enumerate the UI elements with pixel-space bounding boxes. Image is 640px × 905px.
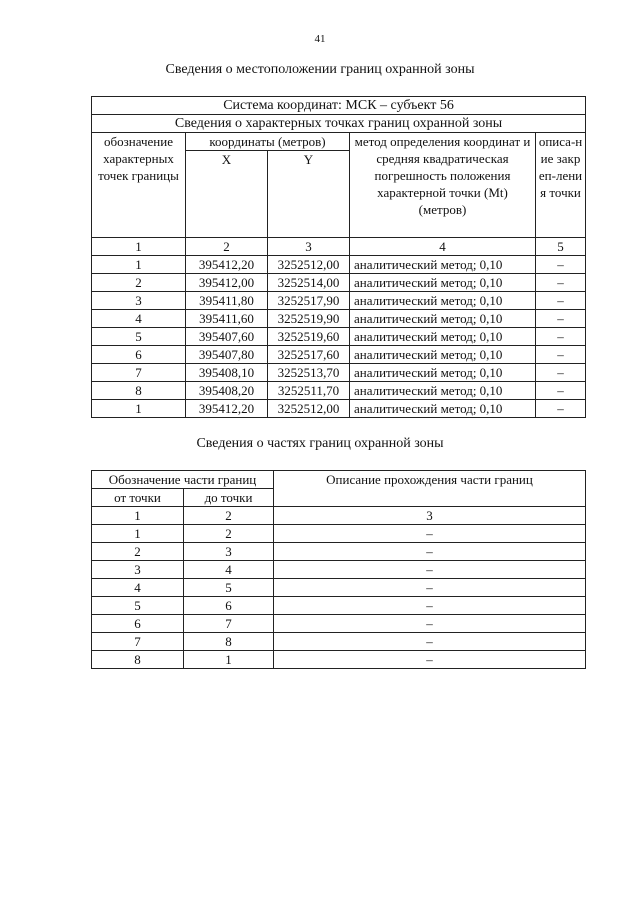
to-point-cell: 8 [184, 633, 274, 651]
table-row [92, 597, 586, 615]
table-row [92, 561, 586, 579]
y-coordinate-cell: 3252513,70 [268, 364, 350, 382]
y-coordinate-cell: 3252517,90 [268, 292, 350, 310]
point-id-cell: 5 [92, 328, 186, 346]
from-point-cell: 4 [92, 579, 184, 597]
y-coordinate-cell: 3252519,90 [268, 310, 350, 328]
from-point-header: от точки [92, 489, 184, 507]
to-point-cell: 2 [184, 525, 274, 543]
table-row [92, 328, 586, 346]
table-row [92, 579, 586, 597]
to-point-cell: 5 [184, 579, 274, 597]
from-point-cell: 3 [92, 561, 184, 579]
column-number: 2 [184, 507, 274, 525]
column-numbers-row [92, 238, 586, 256]
from-point-cell: 5 [92, 597, 184, 615]
y-coordinate-cell: 3252512,00 [268, 400, 350, 418]
description-cell: – [536, 400, 586, 418]
description-cell: – [536, 292, 586, 310]
table-row [92, 346, 586, 364]
table-row [92, 364, 586, 382]
x-coordinate-cell: 395408,20 [186, 382, 268, 400]
point-id-cell: 3 [92, 292, 186, 310]
table-row [92, 633, 586, 651]
method-cell: аналитический метод; 0,10 [350, 292, 536, 310]
part-description-cell: – [274, 597, 586, 615]
description-cell: – [536, 256, 586, 274]
from-point-cell: 1 [92, 525, 184, 543]
boundary-parts-table [91, 470, 586, 669]
point-id-cell: 6 [92, 346, 186, 364]
part-description-cell: – [274, 579, 586, 597]
part-description-cell: – [274, 561, 586, 579]
to-point-cell: 1 [184, 651, 274, 669]
description-cell: – [536, 328, 586, 346]
coordinate-system-title: Система координат: МСК – субъект 56 [92, 97, 586, 115]
part-designation-header: Обозначение части границ [92, 471, 274, 489]
x-coordinate-cell: 395411,60 [186, 310, 268, 328]
y-coordinate-cell: 3252517,60 [268, 346, 350, 364]
from-point-cell: 8 [92, 651, 184, 669]
point-id-cell: 4 [92, 310, 186, 328]
description-cell: – [536, 382, 586, 400]
description-cell: – [536, 364, 586, 382]
x-coordinate-cell: 395412,20 [186, 400, 268, 418]
point-id-cell: 7 [92, 364, 186, 382]
method-cell: аналитический метод; 0,10 [350, 400, 536, 418]
y-header: Y [268, 151, 350, 238]
part-description-cell: – [274, 525, 586, 543]
x-header: X [186, 151, 268, 238]
designation-header: обозначение характерных точек границы [92, 133, 186, 238]
method-cell: аналитический метод; 0,10 [350, 364, 536, 382]
description-cell: – [536, 274, 586, 292]
column-number: 1 [92, 507, 184, 525]
y-coordinate-cell: 3252511,70 [268, 382, 350, 400]
coordinates-header: координаты (метров) [186, 133, 350, 151]
table-row [92, 543, 586, 561]
column-number: 3 [268, 238, 350, 256]
part-description-cell: – [274, 543, 586, 561]
table-row [92, 525, 586, 543]
y-coordinate-cell: 3252512,00 [268, 256, 350, 274]
from-point-cell: 2 [92, 543, 184, 561]
part-description-cell: – [274, 615, 586, 633]
table-row [92, 651, 586, 669]
point-id-cell: 1 [92, 256, 186, 274]
method-cell: аналитический метод; 0,10 [350, 310, 536, 328]
table-row [92, 615, 586, 633]
from-point-cell: 6 [92, 615, 184, 633]
table-row [92, 274, 586, 292]
section1-title: Сведения о местоположении границ охранной зоны [165, 62, 475, 77]
x-coordinate-cell: 395407,80 [186, 346, 268, 364]
method-header: метод определения координат и средняя квадратическая погрешность положения характерной точки (Mt) (метров) [350, 133, 536, 238]
page-number: 41 [314, 33, 326, 45]
column-number: 4 [350, 238, 536, 256]
x-coordinate-cell: 395408,10 [186, 364, 268, 382]
column-number: 2 [186, 238, 268, 256]
x-coordinate-cell: 395407,60 [186, 328, 268, 346]
y-coordinate-cell: 3252519,60 [268, 328, 350, 346]
table-row [92, 256, 586, 274]
table-row [92, 382, 586, 400]
x-coordinate-cell: 395412,20 [186, 256, 268, 274]
to-point-cell: 3 [184, 543, 274, 561]
table-row [92, 310, 586, 328]
description-header: описа-ние закреп-ления точки [536, 133, 586, 238]
part-description-cell: – [274, 651, 586, 669]
point-id-cell: 2 [92, 274, 186, 292]
to-point-cell: 4 [184, 561, 274, 579]
from-point-cell: 7 [92, 633, 184, 651]
y-coordinate-cell: 3252514,00 [268, 274, 350, 292]
section2-title: Сведения о частях границ охранной зоны [196, 436, 444, 451]
column-number: 1 [92, 238, 186, 256]
part-description-cell: – [274, 633, 586, 651]
column-number: 5 [536, 238, 586, 256]
to-point-header: до точки [184, 489, 274, 507]
method-cell: аналитический метод; 0,10 [350, 256, 536, 274]
description-cell: – [536, 310, 586, 328]
x-coordinate-cell: 395412,00 [186, 274, 268, 292]
method-cell: аналитический метод; 0,10 [350, 346, 536, 364]
table-row [92, 292, 586, 310]
points-section-title: Сведения о характерных точках границ охранной зоны [92, 115, 586, 133]
part-description-header: Описание прохождения части границ [274, 471, 586, 507]
table-row [92, 400, 586, 418]
method-cell: аналитический метод; 0,10 [350, 274, 536, 292]
boundary-points-table [91, 96, 586, 418]
point-id-cell: 8 [92, 382, 186, 400]
x-coordinate-cell: 395411,80 [186, 292, 268, 310]
to-point-cell: 7 [184, 615, 274, 633]
to-point-cell: 6 [184, 597, 274, 615]
method-cell: аналитический метод; 0,10 [350, 328, 536, 346]
method-cell: аналитический метод; 0,10 [350, 382, 536, 400]
description-cell: – [536, 346, 586, 364]
column-numbers-row [92, 507, 586, 525]
column-number: 3 [274, 507, 586, 525]
point-id-cell: 1 [92, 400, 186, 418]
